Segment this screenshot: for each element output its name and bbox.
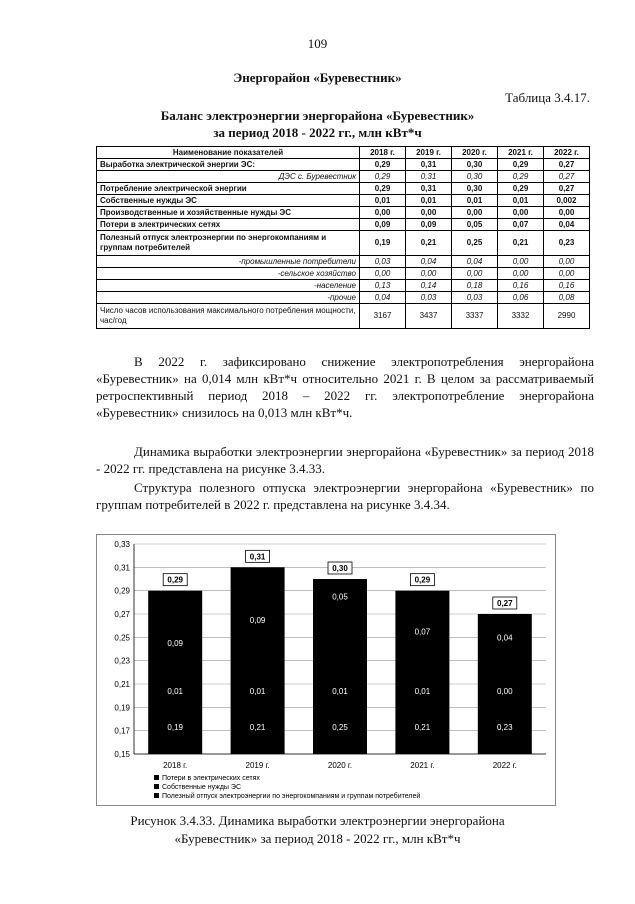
- row-label: Производственные и хозяйственные нужды ЭС: [97, 207, 360, 219]
- generation-dynamics-chart: [96, 534, 556, 806]
- row-value: 0,13: [360, 280, 406, 292]
- row-value: 0,00: [498, 256, 544, 268]
- x-tick-label: 2021 г.: [410, 761, 435, 770]
- row-label: -сельское хозяйство: [97, 268, 360, 280]
- row-value: 0,00: [544, 256, 590, 268]
- row-value: 0,27: [544, 159, 590, 171]
- segment-label: 0,07: [414, 627, 431, 637]
- row-value: 0,00: [360, 207, 406, 219]
- table-row: [97, 207, 590, 219]
- table-label: Таблица 3.4.17.: [505, 90, 590, 105]
- row-value: 0,00: [452, 207, 498, 219]
- header-cell: 2018 г.: [360, 147, 406, 159]
- segment-label: 0,09: [249, 615, 266, 625]
- x-tick-label: 2022 г.: [492, 761, 517, 770]
- total-label: 0,29: [167, 575, 183, 585]
- y-tick-label: 0,15: [114, 750, 130, 759]
- row-value: 2990: [544, 304, 590, 329]
- row-value: 0,31: [406, 159, 452, 171]
- row-value: 0,29: [498, 183, 544, 195]
- total-label: 0,29: [414, 575, 431, 585]
- y-tick-label: 0,33: [114, 540, 130, 549]
- row-value: 0,00: [498, 268, 544, 280]
- segment-label: 0,04: [497, 633, 513, 643]
- row-value: 0,002: [544, 195, 590, 207]
- row-label: ДЭС с. Буревестник: [97, 171, 360, 183]
- row-value: 0,00: [452, 268, 498, 280]
- table-title-line1: Баланс электроэнергии энергорайона «Буревестник»: [160, 108, 475, 123]
- row-label: Потери в электрических сетях: [97, 219, 360, 231]
- table-row: [97, 183, 590, 195]
- legend-swatch: [154, 793, 159, 798]
- row-label: Полезный отпуск электроэнергии по энергокомпаниям и группам потребителей: [97, 231, 360, 256]
- row-value: 0,04: [406, 256, 452, 268]
- row-value: 0,23: [544, 231, 590, 256]
- balance-table: [96, 146, 590, 329]
- row-value: 3437: [406, 304, 452, 329]
- row-label: -население: [97, 280, 360, 292]
- segment-label: 0,01: [249, 687, 266, 696]
- paragraph-1: В 2022 г. зафиксировано снижение электропотребления энергорайона «Буревестник» на 0,014 млн кВт*ч относительно 2021 г. В целом за рассматриваемый ретроспективный период 2018 – 2022 гг. электропотребление энергорайона «Буревестник» снизилось на 0,013 млн кВт*ч.: [96, 354, 594, 420]
- header-cell: 2021 г.: [498, 147, 544, 159]
- row-value: 0,18: [452, 280, 498, 292]
- table-row: [97, 219, 590, 231]
- row-value: 0,29: [360, 159, 406, 171]
- row-value: 0,00: [498, 207, 544, 219]
- header-cell: Наименование показателей: [97, 147, 360, 159]
- table-row: [97, 256, 590, 268]
- section-title: Энергорайон «Буревестник»: [233, 70, 402, 85]
- header-cell: 2019 г.: [406, 147, 452, 159]
- row-value: 0,05: [452, 219, 498, 231]
- segment-label: 0,01: [332, 687, 348, 696]
- segment-label: 0,01: [414, 687, 431, 696]
- x-tick-label: 2018 г.: [163, 761, 188, 770]
- segment-label: 0,00: [497, 687, 513, 696]
- row-value: 0,04: [544, 219, 590, 231]
- table-title: [0, 107, 635, 141]
- total-label: 0,30: [332, 564, 348, 573]
- paragraph-3: Структура полезного отпуска электроэнергии энергорайона «Буревестник» по группам потребителей в 2022 г. представлена на рисунке 3.4.34.: [96, 480, 594, 512]
- paragraph-2: Динамика выработки электроэнергии энергорайона «Буревестник» за период 2018 - 2022 гг. представлена на рисунке 3.4.33.: [96, 444, 594, 476]
- table-body: [97, 159, 590, 329]
- row-value: 0,27: [544, 183, 590, 195]
- row-value: 0,00: [406, 268, 452, 280]
- row-value: 0,08: [544, 292, 590, 304]
- legend-label: Собственные нужды ЭС: [162, 784, 241, 791]
- row-value: 0,29: [360, 183, 406, 195]
- row-value: 0,01: [452, 195, 498, 207]
- segment-label: 0,01: [167, 687, 183, 696]
- y-tick-label: 0,19: [114, 703, 130, 713]
- row-value: 0,03: [406, 292, 452, 304]
- legend-swatch: [154, 775, 159, 780]
- row-value: 0,09: [360, 219, 406, 231]
- row-value: 0,29: [498, 159, 544, 171]
- row-value: 0,16: [498, 280, 544, 292]
- row-value: 0,14: [406, 280, 452, 292]
- row-value: 0,01: [498, 195, 544, 207]
- segment-label: 0,05: [332, 592, 348, 602]
- row-value: 0,03: [452, 292, 498, 304]
- table-row: [97, 195, 590, 207]
- row-value: 0,30: [452, 159, 498, 171]
- table-title-line2: за период 2018 - 2022 гг., млн кВт*ч: [213, 125, 422, 140]
- table-row: [97, 268, 590, 280]
- page-number: 109: [307, 36, 328, 51]
- row-label: Выработка электрической энергии ЭС:: [97, 159, 360, 171]
- table-header-row: [97, 147, 590, 159]
- segment-label: 0,23: [497, 723, 513, 733]
- row-value: 0,31: [406, 171, 452, 183]
- table-row: [97, 292, 590, 304]
- y-tick-label: 0,23: [114, 656, 130, 666]
- row-value: 3167: [360, 304, 406, 329]
- x-tick-label: 2019 г.: [245, 761, 270, 770]
- row-label: Потребление электрической энергии: [97, 183, 360, 195]
- table-row: [97, 171, 590, 183]
- total-label: 0,31: [249, 552, 266, 562]
- caption-line1: Рисунок 3.4.33. Динамика выработки электроэнергии энергорайона: [130, 813, 505, 828]
- row-value: 0,30: [452, 171, 498, 183]
- table-row: [97, 159, 590, 171]
- row-value: 0,06: [498, 292, 544, 304]
- row-value: 3332: [498, 304, 544, 329]
- row-value: 0,04: [360, 292, 406, 304]
- x-tick-label: 2020 г.: [327, 761, 353, 770]
- row-label: Собственные нужды ЭС: [97, 195, 360, 207]
- row-value: 0,00: [406, 207, 452, 219]
- header-cell: 2022 г.: [544, 147, 590, 159]
- row-value: 0,29: [498, 171, 544, 183]
- legend-label: Полезный отпуск электроэнергии по энергокомпаниям и группам потребителей: [162, 793, 421, 800]
- row-value: 0,03: [360, 256, 406, 268]
- y-tick-label: 0,17: [114, 726, 130, 736]
- segment-label: 0,21: [414, 723, 431, 733]
- row-value: 0,00: [544, 268, 590, 280]
- row-value: 0,25: [452, 231, 498, 256]
- row-value: 0,01: [360, 195, 406, 207]
- y-tick-label: 0,29: [114, 586, 130, 596]
- row-value: 0,16: [544, 280, 590, 292]
- caption-line2: «Буревестник» за период 2018 - 2022 гг., млн кВт*ч: [174, 831, 461, 846]
- row-value: 0,09: [406, 219, 452, 231]
- y-tick-label: 0,31: [114, 563, 130, 573]
- header-cell: 2020 г.: [452, 147, 498, 159]
- row-value: 0,01: [406, 195, 452, 207]
- row-value: 0,31: [406, 183, 452, 195]
- row-value: 0,30: [452, 183, 498, 195]
- segment-label: 0,09: [167, 639, 183, 649]
- row-value: 0,00: [360, 268, 406, 280]
- y-tick-label: 0,21: [114, 680, 130, 689]
- figure-caption: [0, 812, 635, 848]
- table-row: [97, 280, 590, 292]
- row-value: 0,07: [498, 219, 544, 231]
- row-value: 0,21: [498, 231, 544, 256]
- legend-swatch: [154, 784, 159, 789]
- table-row: [97, 304, 590, 329]
- y-tick-label: 0,27: [114, 610, 130, 619]
- segment-label: 0,21: [249, 723, 266, 733]
- segment-label: 0,25: [332, 723, 348, 733]
- row-value: 0,19: [360, 231, 406, 256]
- table-row: [97, 231, 590, 256]
- row-label: -прочие: [97, 292, 360, 304]
- row-value: 0,27: [544, 171, 590, 183]
- y-tick-label: 0,25: [114, 633, 130, 643]
- row-value: 0,04: [452, 256, 498, 268]
- row-value: 0,21: [406, 231, 452, 256]
- row-label: -промышленные потребители: [97, 256, 360, 268]
- row-value: 0,00: [544, 207, 590, 219]
- row-value: 0,29: [360, 171, 406, 183]
- row-value: 3337: [452, 304, 498, 329]
- row-label: Число часов использования максимального потребления мощности, час/год: [97, 304, 360, 329]
- segment-label: 0,19: [167, 723, 183, 733]
- legend-label: Потери в электрических сетях: [162, 775, 260, 782]
- total-label: 0,27: [497, 599, 513, 608]
